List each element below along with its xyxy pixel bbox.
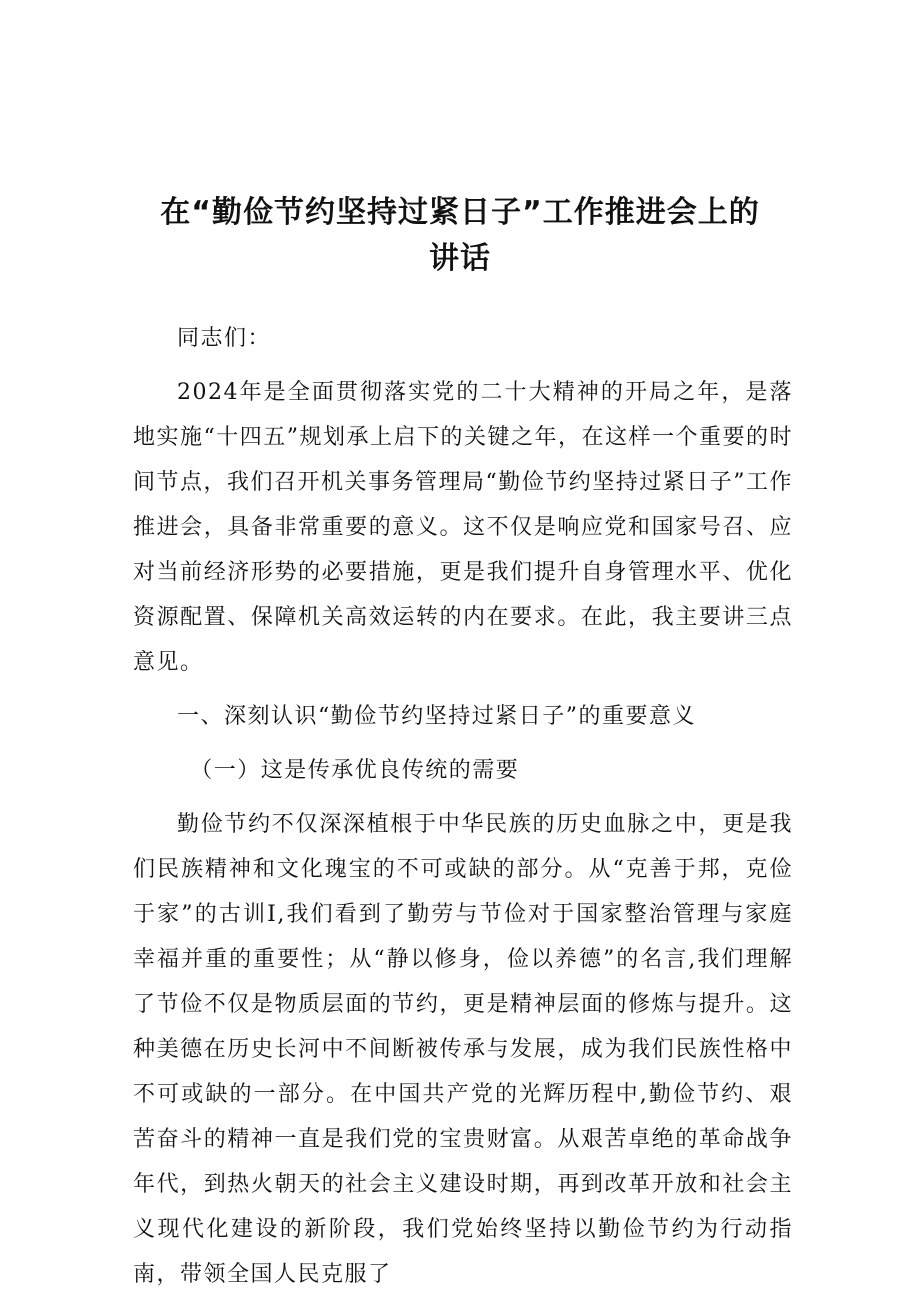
paragraph-body: 勤俭节约不仅深深植根于中华民族的历史血脉之中，更是我们民族精神和文化瑰宝的不可或缺的部分。从“克善于邦，克俭于家”的古训I,我们看到了勤劳与节俭对于国家整治管理与家庭幸福并重的重要性；从“静以修身，俭以养德”的名言,我们理解了节俭不仅是物质层面的节约，更是精神层面的修炼与提升。这种美德在历史长河中不间断被传承与发展，成为我们民族性格中不可或缺的一部分。在中国共产党的光辉历程中,勤俭节约、艰苦奋斗的精神一直是我们党的宝贵财富。从艰苦卓绝的革命战争年代，到热火朝天的社会主义建设时期，再到改革开放和社会主义现代化建设的新阶段，我们党始终坚持以勤俭节约为行动指南，带领全国人民克服了 [133,812,793,1287]
document-body [133,316,793,1297]
title-line-1: 在“勤俭节约坚持过紧日子”工作推进会上的 [160,195,760,230]
salutation: 同志们： [177,326,272,351]
paragraph-intro: 2024年是全面贯彻落实党的二十大精神的开局之年，是落地实施“十四五”规划承上启下的关键之年，在这样一个重要的时间节点，我们召开机关事务管理局“勤俭节约坚持过紧日子”工作推进会，具备非常重要的意义。这不仅是响应党和国家号召、应对当前经济形势的必要措施，更是我们提升自身管理水平、优化资源配置、保障机关高效运转的内在要求。在此，我主要讲三点意见。 [133,380,793,675]
section-heading-1: 一、深刻认识“勤俭节约坚持过紧日子”的重要意义 [177,704,696,729]
title-line-2: 讲话 [429,241,491,276]
subsection-heading-1-1: （一）这是传承优良传统的需要 [190,758,520,783]
document-title [120,190,800,282]
